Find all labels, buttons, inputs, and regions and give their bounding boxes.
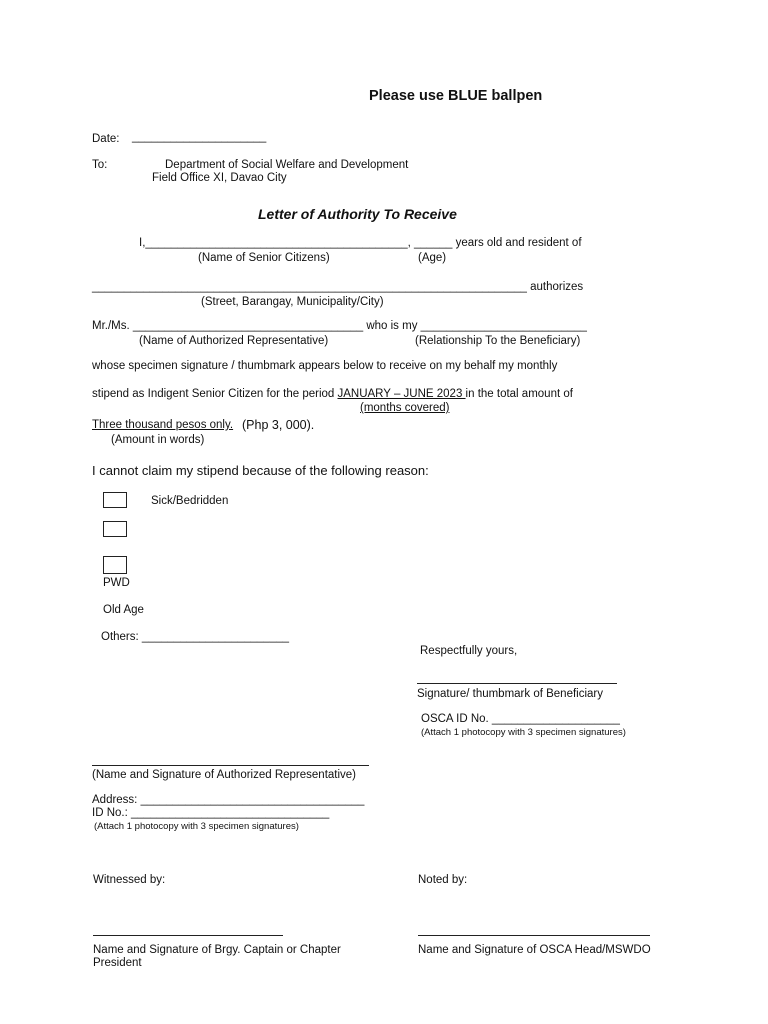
addressee-line1: Department of Social Welfare and Development — [165, 159, 409, 171]
beneficiary-signature-label: Signature/ thumbmark of Beneficiary — [417, 688, 604, 700]
caption-months: (months covered) — [360, 402, 450, 414]
period-value: JANUARY – JUNE 2023 — [337, 388, 466, 400]
representative-attach-note: (Attach 1 photocopy with 3 specimen signatures) — [94, 821, 299, 832]
option-others-field[interactable]: Others: _______________________ — [101, 631, 290, 643]
representative-signature-label: (Name and Signature of Authorized Representative) — [92, 769, 357, 781]
witnessed-by-label: Witnessed by: — [93, 874, 166, 886]
caption-amount: (Amount in words) — [111, 434, 205, 446]
representative-signature-line[interactable] — [92, 765, 369, 766]
letter-title: Letter of Authority To Receive — [258, 206, 457, 222]
representative-id-field[interactable]: ID No.: _______________________________ — [92, 807, 330, 819]
date-label: Date: — [92, 133, 120, 145]
beneficiary-signature-line[interactable] — [417, 683, 617, 684]
beneficiary-attach-note: (Attach 1 photocopy with 3 specimen signatures) — [421, 727, 626, 738]
instruction-heading: Please use BLUE ballpen — [369, 88, 543, 104]
noted-by-label: Noted by: — [418, 874, 468, 886]
witness-signature-line[interactable] — [93, 935, 283, 936]
checkbox-sick[interactable] — [103, 492, 127, 508]
caption-name: (Name of Senior Citizens) — [198, 252, 330, 264]
body-line-signature: whose specimen signature / thumbmark appears below to receive on my behalf my monthly — [92, 360, 558, 372]
amount-in-words: Three thousand pesos only. — [92, 419, 234, 431]
checkbox-pwd[interactable] — [103, 521, 127, 537]
noted-signature-line[interactable] — [418, 935, 650, 936]
caption-age: (Age) — [418, 252, 447, 264]
period-text-post: in the total amount of — [465, 388, 573, 400]
to-label: To: — [92, 159, 108, 171]
noted-signature-label: Name and Signature of OSCA Head/MSWDO — [418, 944, 651, 956]
body-line-address[interactable]: ____________________________________________________________________ authorizes — [92, 281, 584, 293]
amount-number: (Php 3, 000). — [242, 418, 315, 432]
body-line-period — [92, 388, 573, 401]
reason-heading: I cannot claim my stipend because of the following reason: — [92, 463, 429, 478]
caption-relationship: (Relationship To the Beneficiary) — [415, 335, 581, 347]
option-pwd-label: PWD — [103, 577, 130, 589]
witness-signature-label-line1: Name and Signature of Brgy. Captain or Chapter — [93, 944, 341, 956]
body-line-representative[interactable]: Mr./Ms. ____________________________________ who is my __________________________ — [92, 320, 587, 332]
body-line-name-age[interactable]: I,_________________________________________, ______ years old and resident of — [139, 237, 582, 249]
period-text-pre: stipend as Indigent Senior Citizen for the period — [92, 388, 338, 400]
option-oldage-label: Old Age — [103, 604, 144, 616]
date-field[interactable]: _____________________ — [132, 131, 267, 143]
checkbox-old-age[interactable] — [103, 556, 127, 574]
addressee-line2: Field Office XI, Davao City — [152, 172, 287, 184]
witness-signature-label-line2: President — [93, 957, 142, 969]
closing-text: Respectfully yours, — [420, 645, 518, 657]
option-sick-label: Sick/Bedridden — [151, 495, 229, 507]
osca-id-field[interactable]: OSCA ID No. ____________________ — [421, 713, 620, 725]
representative-address-field[interactable]: Address: ___________________________________ — [92, 794, 365, 806]
caption-address: (Street, Barangay, Municipality/City) — [201, 296, 384, 308]
caption-representative: (Name of Authorized Representative) — [139, 335, 329, 347]
